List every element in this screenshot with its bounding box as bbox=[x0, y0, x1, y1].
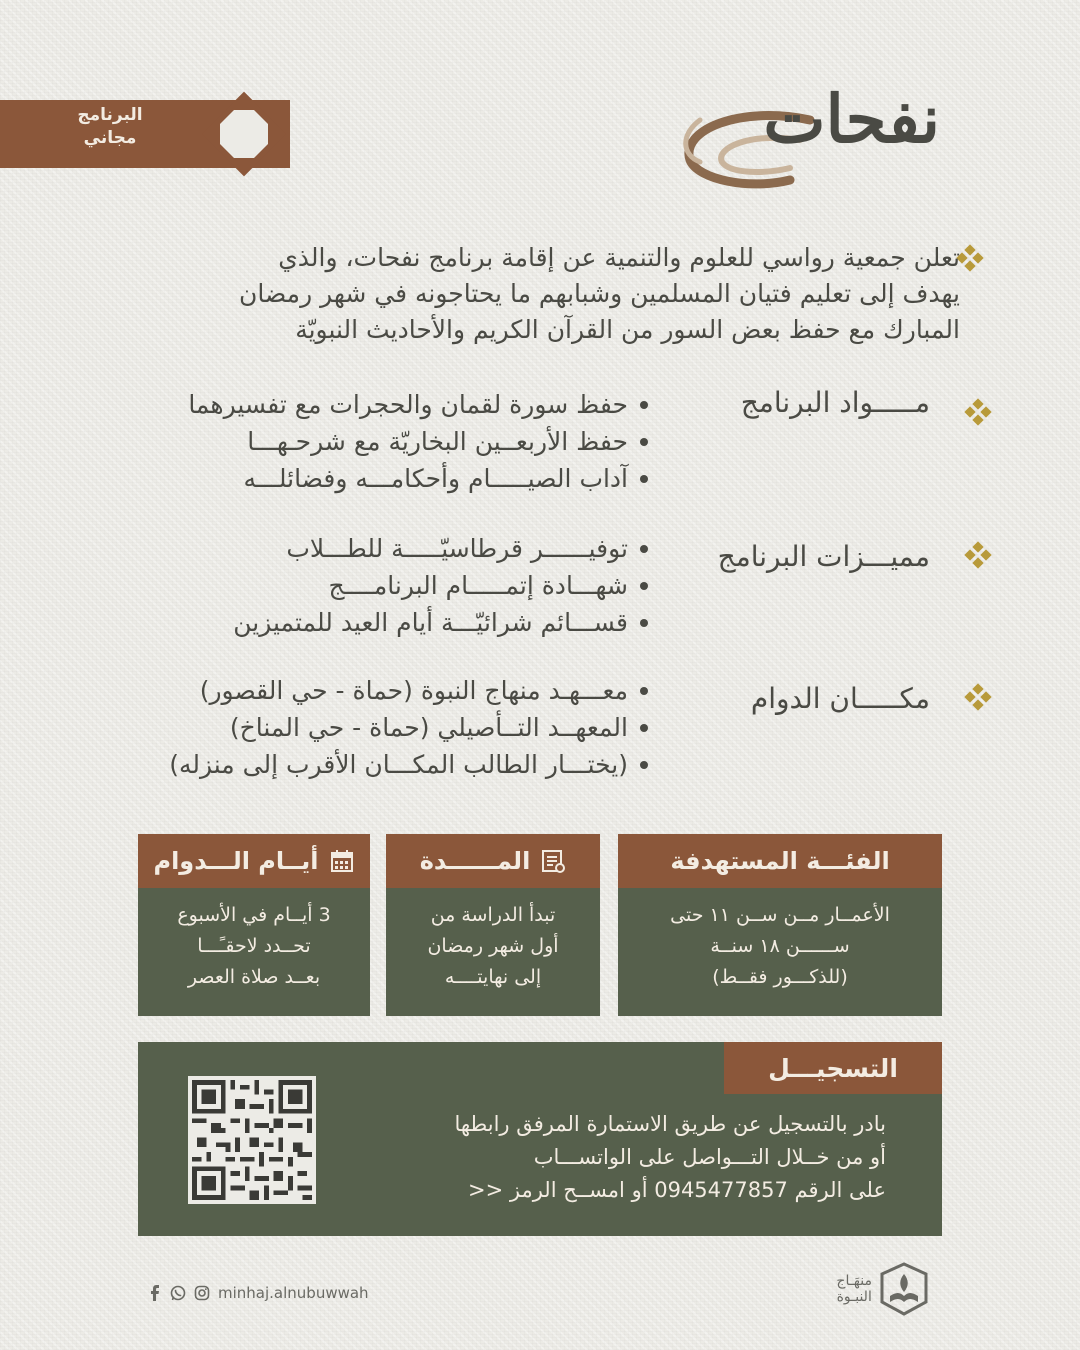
diamond-bullet-icon bbox=[956, 244, 984, 272]
program-title-logo bbox=[660, 80, 960, 200]
location-list bbox=[130, 672, 650, 783]
section-heading-location: مكـــــان الدوام bbox=[750, 682, 930, 715]
registration-panel bbox=[138, 1042, 942, 1236]
card-line: الأعمــار مــن ســن ١١ حتى bbox=[670, 904, 890, 926]
institute-logo bbox=[836, 1262, 930, 1316]
section-heading-features: مميـــزات البرنامج bbox=[717, 540, 930, 573]
features-list bbox=[130, 530, 650, 641]
card-line: أول شهر رمضان bbox=[427, 935, 559, 957]
qr-code-icon bbox=[192, 1080, 312, 1200]
list-item: شهـــادة إتمـــــام البرنامــــج bbox=[130, 567, 650, 604]
registration-line: أو من خــلال التـــواصل على الواتســـاب bbox=[533, 1145, 886, 1169]
institute-name bbox=[836, 1273, 872, 1305]
calendar-icon bbox=[329, 848, 355, 874]
list-item: آداب الصيـــــام وأحكامـــه وفضائلـــه bbox=[130, 460, 650, 497]
materials-list bbox=[130, 386, 650, 497]
badge-line-1: البرنامج bbox=[77, 105, 143, 125]
social-handle[interactable]: minhaj.alnubuwwah bbox=[218, 1284, 369, 1302]
diamond-bullet-icon bbox=[964, 541, 992, 569]
intro-paragraph bbox=[140, 240, 960, 348]
card-line: (للذكـــور فقــط) bbox=[712, 966, 848, 988]
card-body bbox=[618, 900, 942, 993]
card-line: بعــد صلاة العصر bbox=[187, 966, 321, 988]
card-header bbox=[386, 834, 600, 888]
list-item: حفظ الأربعــين البخاريّة مع شرحـهـــا bbox=[130, 423, 650, 460]
target-group-card bbox=[618, 834, 942, 1016]
registration-text bbox=[366, 1108, 886, 1207]
duration-card bbox=[386, 834, 600, 1016]
list-item: حفظ سورة لقمان والحجرات مع تفسيرهما bbox=[130, 386, 650, 423]
card-line: تحــدد لاحقـًـــا bbox=[197, 935, 311, 957]
card-header bbox=[618, 834, 942, 888]
intro-line: المبارك مع حفظ بعض السور من القرآن الكريم والأحاديث النبويّة bbox=[295, 315, 960, 344]
registration-line: على الرقم 0945477857 أو امســح الرمز << bbox=[468, 1178, 886, 1202]
card-header bbox=[138, 834, 370, 888]
card-line: تبدأ الدراسة من bbox=[430, 904, 556, 926]
card-title: أيــام الـــدوام bbox=[153, 847, 319, 875]
registration-line: بادر بالتسجيل عن طريق الاستمارة المرفق رابطها bbox=[454, 1112, 886, 1136]
intro-line: تعلن جمعية رواسي للعلوم والتنمية عن إقامة برنامج نفحات، والذي bbox=[278, 243, 960, 272]
registration-title: التسجيـــل bbox=[724, 1042, 942, 1094]
facebook-icon[interactable] bbox=[148, 1285, 162, 1301]
octagram-ornament-icon bbox=[192, 82, 296, 186]
qr-code[interactable] bbox=[188, 1076, 316, 1204]
list-item: قســـائم شرائيّـــة أيام العيد للمتميزين bbox=[130, 604, 650, 641]
card-body bbox=[138, 900, 370, 993]
card-line: إلى نهايتــــه bbox=[444, 966, 542, 988]
list-item: توفيــــــر قرطاسيّـــــة للطـــلاب bbox=[130, 530, 650, 567]
list-item: معـــهـد منهاج النبوة (حماة - حي القصور) bbox=[130, 672, 650, 709]
free-program-badge bbox=[40, 104, 180, 150]
book-emblem-icon bbox=[878, 1262, 930, 1316]
days-card bbox=[138, 834, 370, 1016]
card-title: المــــــدة bbox=[419, 847, 531, 875]
card-line: 3 أيــام في الأسبوع bbox=[177, 904, 331, 926]
badge-line-2: مجاني bbox=[83, 127, 137, 148]
list-item: (يختـــار الطالب المكـــان الأقرب إلى منزله) bbox=[130, 746, 650, 783]
page-title: نفحات bbox=[763, 80, 940, 158]
whatsapp-icon[interactable] bbox=[170, 1285, 186, 1301]
card-line: ســــــن ١٨ سنــة bbox=[710, 935, 850, 957]
logo-line-1: منهَـاج bbox=[836, 1273, 872, 1289]
diamond-bullet-icon bbox=[964, 398, 992, 426]
section-heading-materials: مـــــواد البرنامج bbox=[740, 386, 930, 419]
social-links bbox=[148, 1284, 369, 1302]
document-icon bbox=[540, 848, 566, 874]
intro-line: يهدف إلى تعليم فتيان المسلمين وشبابهم ما يحتاجونه في شهر رمضان bbox=[239, 279, 960, 308]
card-title: الفئـــة المستهدفة bbox=[670, 847, 890, 875]
instagram-icon[interactable] bbox=[194, 1285, 210, 1301]
logo-line-2: النبـوة bbox=[836, 1289, 872, 1305]
diamond-bullet-icon bbox=[964, 683, 992, 711]
list-item: المعهــد التــأصيلي (حماة - حي المناخ) bbox=[130, 709, 650, 746]
card-body bbox=[386, 900, 600, 993]
